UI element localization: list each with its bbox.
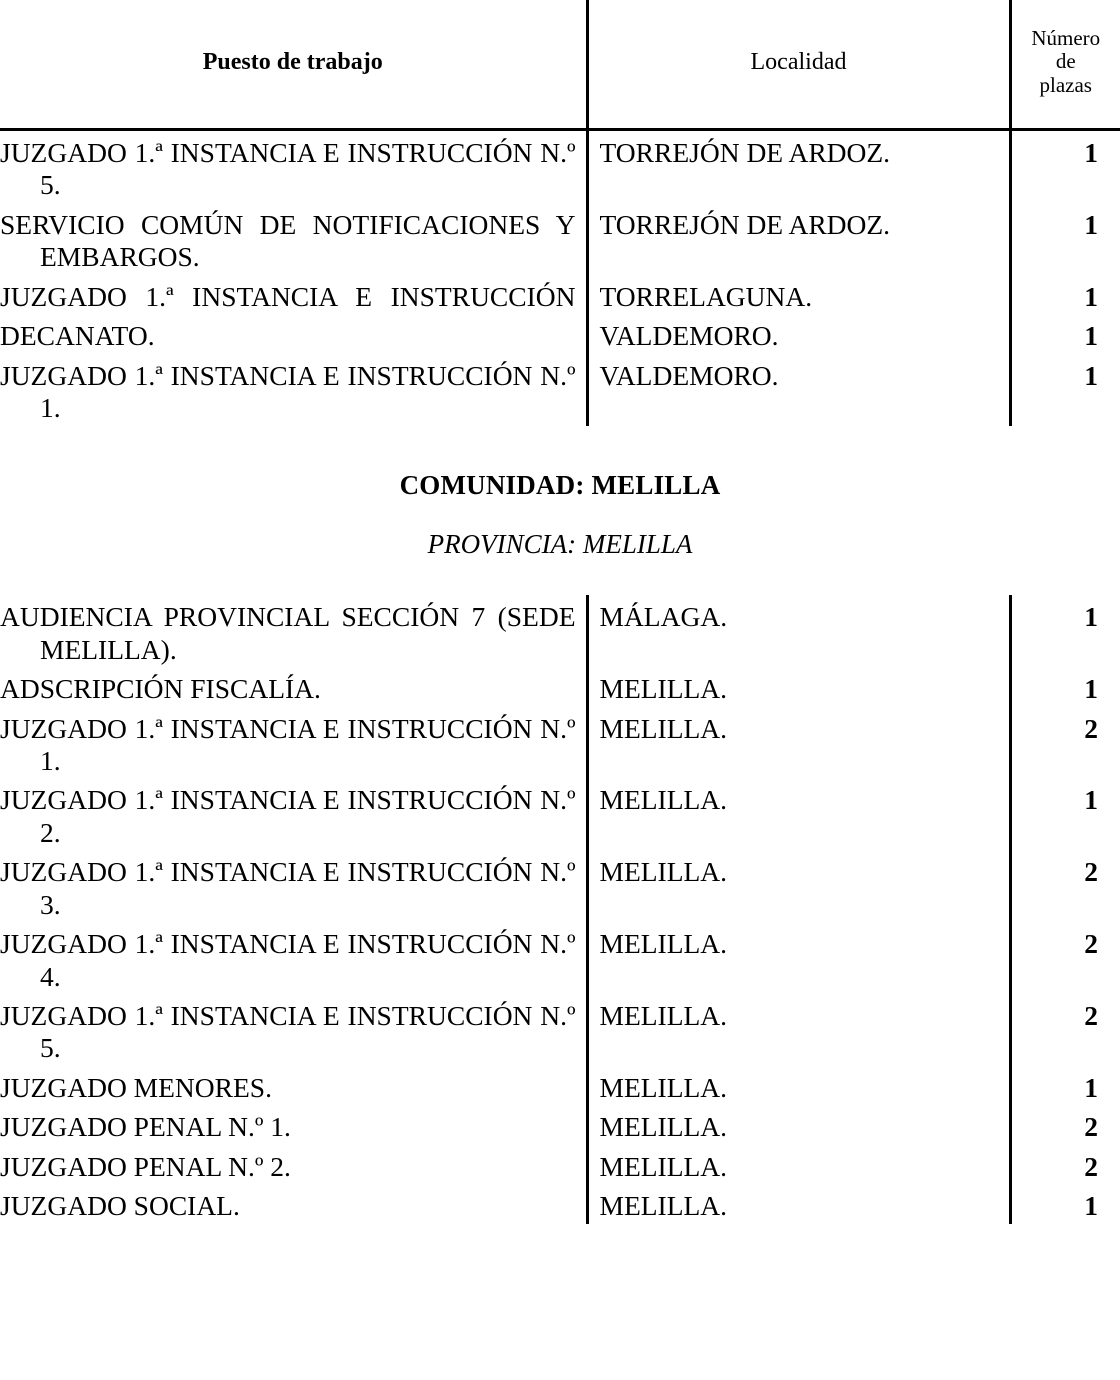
table-row [0,1105,1120,1144]
cell-localidad: MÁLAGA. [587,595,1010,667]
cell-plazas: 2 [1084,928,1098,960]
cell-puesto [0,667,587,706]
table-row [0,275,1120,314]
cell-localidad: MELILLA. [587,994,1010,1066]
table-row [0,1145,1120,1184]
cell-localidad: MELILLA. [587,667,1010,706]
puesto-text: JUZGADO 1.ª INSTANCIA E INSTRUCCIÓN [0,280,576,312]
table-row [0,1066,1120,1105]
cell-puesto [0,130,587,203]
cell-localidad: VALDEMORO. [587,354,1010,426]
cell-plazas: 1 [1084,359,1098,391]
cell-plazas: 2 [1084,1111,1098,1143]
cell-localidad: MELILLA. [587,1066,1010,1105]
cell-plazas: 2 [1084,856,1098,888]
cell-plazas: 1 [1084,208,1098,240]
cell-localidad: TORRELAGUNA. [587,275,1010,314]
cell-puesto [0,1105,587,1144]
cell-plazas: 1 [1084,784,1098,816]
cell-puesto [0,595,587,667]
table-row [0,203,1120,275]
table-row [0,1184,1120,1223]
puesto-text: JUZGADO MENORES. [0,1071,272,1103]
cell-plazas: 1 [1084,280,1098,312]
cell-plazas: 1 [1084,1071,1098,1103]
cell-plazas: 1 [1084,137,1098,168]
table-body [0,130,1120,1224]
puesto-text: ADSCRIPCIÓN FISCALÍA. [0,673,321,705]
puesto-text: AUDIENCIA PROVINCIAL SECCIÓN 7 (SEDE MELILLA). [0,601,576,665]
table-row [0,314,1120,353]
puesto-text: JUZGADO PENAL N.º 2. [0,1150,291,1182]
cell-localidad: MELILLA. [587,922,1010,994]
cell-puesto [0,1145,587,1184]
table-row [0,130,1120,203]
section-heading-row [0,426,1120,596]
table-header [0,0,1120,130]
table-row [0,922,1120,994]
cell-plazas: 1 [1084,673,1098,705]
table-row [0,778,1120,850]
cell-localidad: MELILLA. [587,1184,1010,1223]
cell-localidad: VALDEMORO. [587,314,1010,353]
cell-localidad: MELILLA. [587,707,1010,779]
cell-localidad: MELILLA. [587,1145,1010,1184]
cell-puesto [0,778,587,850]
cell-localidad: TORREJÓN DE ARDOZ. [587,203,1010,275]
table-row [0,707,1120,779]
table-row [0,667,1120,706]
puesto-text: JUZGADO 1.ª INSTANCIA E INSTRUCCIÓN N.º 2. [0,784,576,848]
column-header-localidad: Localidad [587,0,1010,130]
provincia-heading: PROVINCIA: MELILLA [427,529,693,560]
cell-puesto [0,203,587,275]
column-header-plazas-line1: Número [1031,25,1101,50]
puesto-text: SERVICIO COMÚN DE NOTIFICACIONES Y EMBARGOS. [0,208,576,273]
table-row [0,850,1120,922]
cell-plazas: 2 [1084,1000,1098,1032]
puesto-text: DECANATO. [0,320,155,352]
cell-localidad: MELILLA. [587,778,1010,850]
cell-puesto [0,1184,587,1223]
cell-puesto [0,275,587,314]
puesto-text: JUZGADO 1.ª INSTANCIA E INSTRUCCIÓN N.º 3. [0,856,576,920]
table-header-row [0,0,1120,130]
table-row [0,994,1120,1066]
cell-puesto [0,994,587,1066]
table-row [0,595,1120,667]
cell-puesto [0,922,587,994]
cell-plazas: 2 [1084,712,1098,744]
cell-localidad: MELILLA. [587,850,1010,922]
puesto-text: JUZGADO 1.ª INSTANCIA E INSTRUCCIÓN N.º 1. [0,359,576,424]
puesto-text: JUZGADO SOCIAL. [0,1190,240,1222]
cell-puesto [0,850,587,922]
puesto-text: JUZGADO 1.ª INSTANCIA E INSTRUCCIÓN N.º 5. [0,1000,576,1064]
table-row [0,354,1120,426]
cell-plazas: 1 [1084,1190,1098,1222]
column-header-puesto: Puesto de trabajo [0,0,587,130]
puesto-text: JUZGADO 1.ª INSTANCIA E INSTRUCCIÓN N.º 5. [0,137,576,201]
cell-puesto [0,707,587,779]
column-header-plazas-line2: de [1055,49,1076,74]
cell-localidad: TORREJÓN DE ARDOZ. [587,130,1010,203]
puesto-text: JUZGADO 1.ª INSTANCIA E INSTRUCCIÓN N.º 1. [0,712,576,776]
column-header-plazas [1010,0,1120,130]
puesto-text: JUZGADO PENAL N.º 1. [0,1111,291,1143]
cell-localidad: MELILLA. [587,1105,1010,1144]
column-header-plazas-line3: plazas [1039,72,1092,97]
cell-puesto [0,1066,587,1105]
cell-plazas: 1 [1084,601,1098,633]
cell-plazas: 1 [1084,320,1098,352]
cell-puesto [0,314,587,353]
cell-plazas: 2 [1084,1150,1098,1182]
puesto-text: JUZGADO 1.ª INSTANCIA E INSTRUCCIÓN N.º 4. [0,928,576,992]
cell-puesto [0,354,587,426]
comunidad-heading: COMUNIDAD: MELILLA [399,469,721,500]
